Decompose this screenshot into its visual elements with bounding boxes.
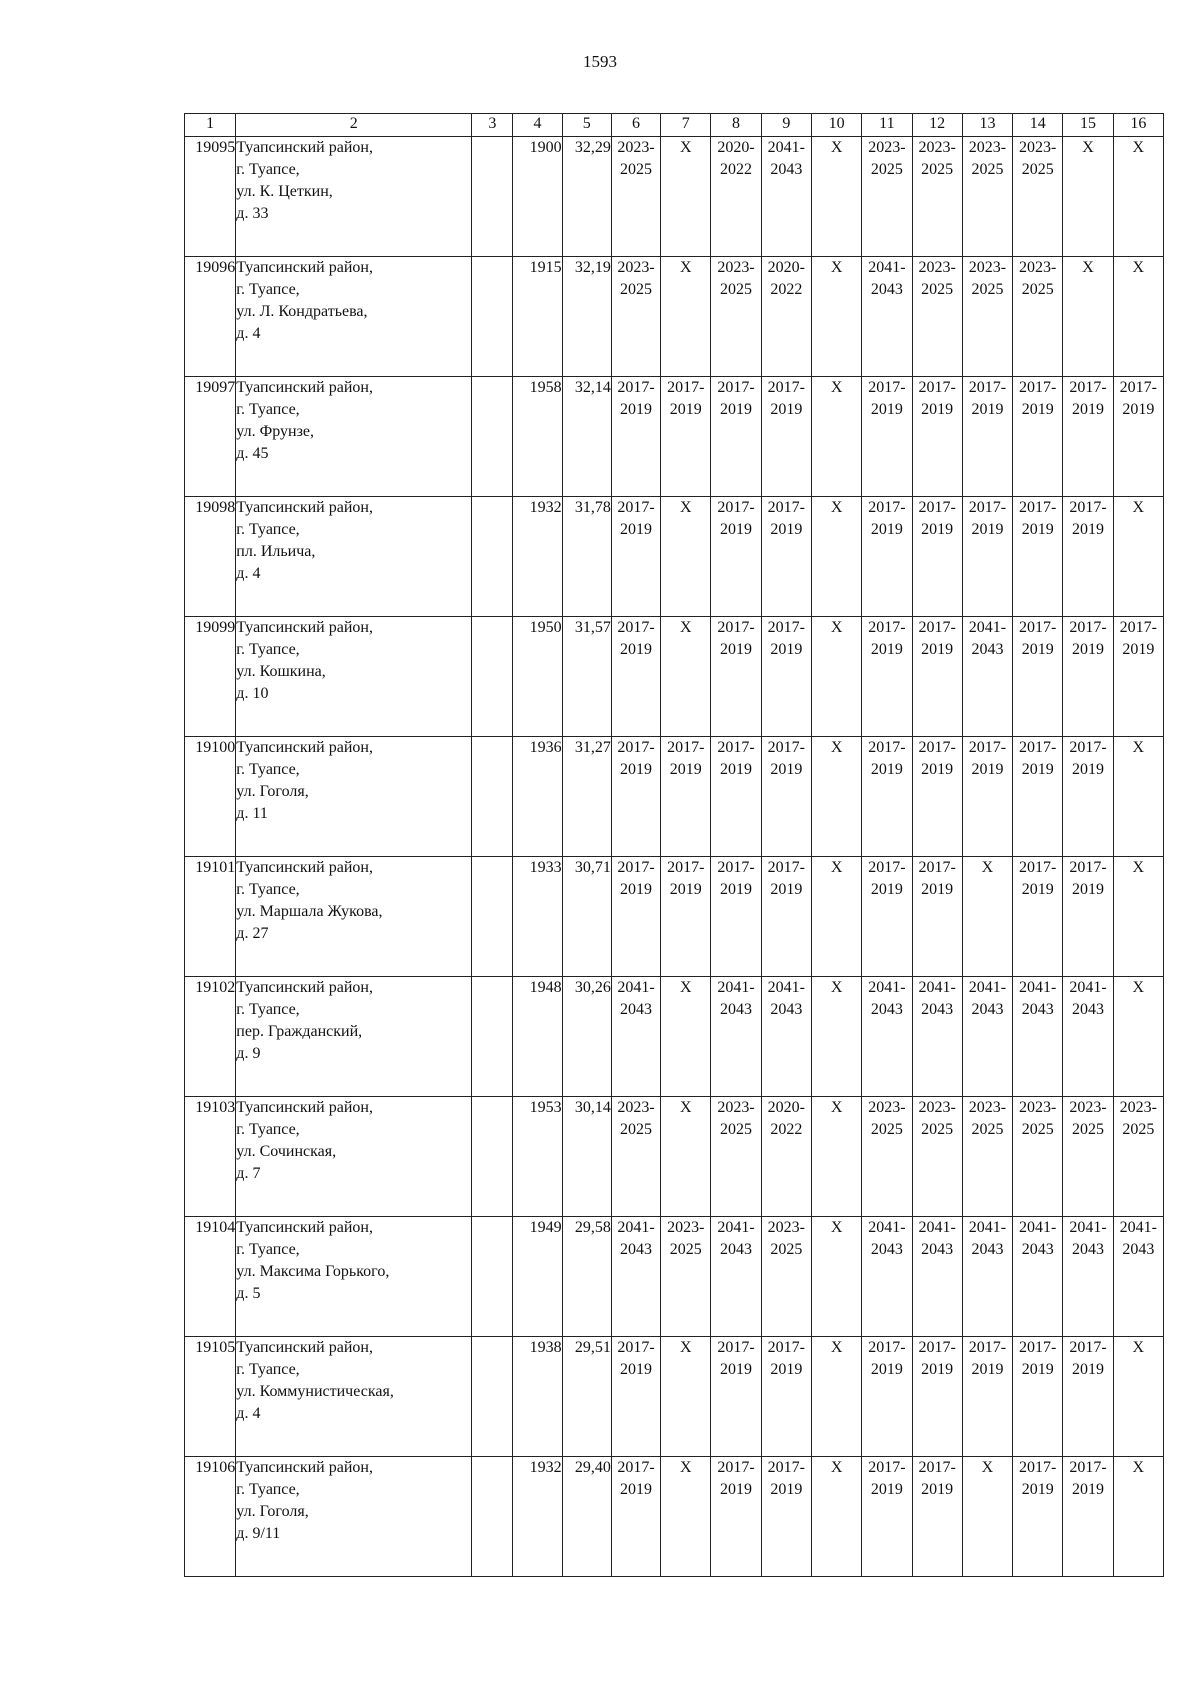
period-cell-col-6: 2017- 2019 — [611, 857, 660, 977]
table-row — [185, 137, 1164, 257]
period-cell-col-12: 2023- 2025 — [912, 257, 962, 377]
address-line: ул. Фрунзе, — [236, 423, 314, 440]
period-cell-col-15: 2041- 2043 — [1063, 1217, 1113, 1337]
value-cell: 31,78 — [562, 497, 611, 617]
record-number-cell: 19102 — [185, 977, 236, 1097]
value-cell: 30,71 — [562, 857, 611, 977]
period-cell-col-12: 2041- 2043 — [912, 977, 962, 1097]
period-cell-col-7: X — [661, 1337, 711, 1457]
address-line: д. 7 — [236, 1165, 261, 1182]
address-cell — [236, 497, 472, 617]
column-3-cell — [472, 1337, 513, 1457]
period-cell-col-15: 2017- 2019 — [1063, 617, 1113, 737]
address-cell — [236, 377, 472, 497]
period-cell-col-9: 2017- 2019 — [761, 617, 811, 737]
period-cell-col-13: 2023- 2025 — [962, 137, 1012, 257]
table-row — [185, 1457, 1164, 1577]
period-cell-col-14: 2023- 2025 — [1013, 1097, 1063, 1217]
table-row — [185, 1217, 1164, 1337]
address-cell — [236, 977, 472, 1097]
period-cell-col-9: 2020- 2022 — [761, 257, 811, 377]
period-cell-col-14: 2017- 2019 — [1013, 377, 1063, 497]
period-cell-col-8: 2017- 2019 — [711, 1337, 761, 1457]
column-header-12: 12 — [912, 114, 962, 137]
address-line: г. Туапсе, — [236, 881, 300, 898]
address-line: Туапсинский район, — [236, 619, 373, 636]
period-cell-col-11: 2017- 2019 — [862, 737, 912, 857]
period-cell-col-9: 2017- 2019 — [761, 857, 811, 977]
column-header-8: 8 — [711, 114, 761, 137]
address-line: пл. Ильича, — [236, 543, 316, 560]
period-cell-col-9: 2041- 2043 — [761, 137, 811, 257]
address-cell — [236, 737, 472, 857]
period-cell-col-13: 2041- 2043 — [962, 977, 1012, 1097]
value-cell: 30,14 — [562, 1097, 611, 1217]
period-cell-col-11: 2017- 2019 — [862, 857, 912, 977]
period-cell-col-11: 2017- 2019 — [862, 1457, 912, 1577]
column-3-cell — [472, 377, 513, 497]
address-line: г. Туапсе, — [236, 1001, 300, 1018]
value-cell: 29,40 — [562, 1457, 611, 1577]
period-cell-col-11: 2023- 2025 — [862, 1097, 912, 1217]
period-cell-col-8: 2020- 2022 — [711, 137, 761, 257]
address-cell — [236, 137, 472, 257]
period-cell-col-7: X — [661, 137, 711, 257]
table-row — [185, 497, 1164, 617]
column-header-6: 6 — [611, 114, 660, 137]
column-header-4: 4 — [513, 114, 562, 137]
address-line: д. 9 — [236, 1045, 261, 1062]
column-3-cell — [472, 137, 513, 257]
period-cell-col-9: 2020- 2022 — [761, 1097, 811, 1217]
record-number-cell: 19106 — [185, 1457, 236, 1577]
period-cell-col-11: 2017- 2019 — [862, 497, 912, 617]
year-cell: 1915 — [513, 257, 562, 377]
period-cell-col-13: 2023- 2025 — [962, 257, 1012, 377]
column-3-cell — [472, 617, 513, 737]
period-cell-col-16: X — [1113, 977, 1163, 1097]
value-cell: 31,27 — [562, 737, 611, 857]
period-cell-col-13: X — [962, 857, 1012, 977]
address-line: д. 5 — [236, 1285, 261, 1302]
address-line: д. 4 — [236, 565, 261, 582]
period-cell-col-12: 2023- 2025 — [912, 137, 962, 257]
period-cell-col-12: 2041- 2043 — [912, 1217, 962, 1337]
column-number-header-row — [185, 114, 1164, 137]
period-cell-col-15: 2017- 2019 — [1063, 737, 1113, 857]
period-cell-col-9: 2017- 2019 — [761, 737, 811, 857]
period-cell-col-11: 2023- 2025 — [862, 137, 912, 257]
period-cell-col-13: 2017- 2019 — [962, 1337, 1012, 1457]
address-line: д. 27 — [236, 925, 269, 942]
address-line: д. 45 — [236, 445, 269, 462]
column-3-cell — [472, 257, 513, 377]
period-cell-col-14: 2041- 2043 — [1013, 1217, 1063, 1337]
address-cell — [236, 1337, 472, 1457]
period-cell-col-6: 2023- 2025 — [611, 137, 660, 257]
period-cell-col-6: 2023- 2025 — [611, 1097, 660, 1217]
period-cell-col-10: X — [811, 377, 861, 497]
address-line: Туапсинский район, — [236, 259, 373, 276]
address-line: г. Туапсе, — [236, 281, 300, 298]
period-cell-col-10: X — [811, 257, 861, 377]
page-number: 1593 — [583, 52, 617, 71]
period-cell-col-6: 2017- 2019 — [611, 737, 660, 857]
period-cell-col-16: X — [1113, 1457, 1163, 1577]
period-cell-col-10: X — [811, 1337, 861, 1457]
column-3-cell — [472, 1097, 513, 1217]
period-cell-col-14: 2017- 2019 — [1013, 497, 1063, 617]
period-cell-col-16: X — [1113, 497, 1163, 617]
period-cell-col-11: 2017- 2019 — [862, 377, 912, 497]
address-line: ул. Маршала Жукова, — [236, 903, 383, 920]
period-cell-col-8: 2023- 2025 — [711, 257, 761, 377]
record-number-cell: 19095 — [185, 137, 236, 257]
period-cell-col-13: 2041- 2043 — [962, 1217, 1012, 1337]
address-line: ул. Максима Горького, — [236, 1263, 390, 1280]
address-line: д. 9/11 — [236, 1525, 281, 1542]
period-cell-col-8: 2017- 2019 — [711, 737, 761, 857]
table-row — [185, 617, 1164, 737]
period-cell-col-9: 2017- 2019 — [761, 1457, 811, 1577]
period-cell-col-10: X — [811, 977, 861, 1097]
period-cell-col-16: X — [1113, 1337, 1163, 1457]
period-cell-col-12: 2023- 2025 — [912, 1097, 962, 1217]
address-line: г. Туапсе, — [236, 1241, 300, 1258]
address-line: ул. Л. Кондратьева, — [236, 303, 368, 320]
address-line: г. Туапсе, — [236, 641, 300, 658]
table-row — [185, 257, 1164, 377]
period-cell-col-12: 2017- 2019 — [912, 857, 962, 977]
record-number-cell: 19096 — [185, 257, 236, 377]
address-cell — [236, 1457, 472, 1577]
address-line: д. 11 — [236, 805, 268, 822]
address-line: Туапсинский район, — [236, 1459, 373, 1476]
column-header-7: 7 — [661, 114, 711, 137]
year-cell: 1900 — [513, 137, 562, 257]
record-number-cell: 19103 — [185, 1097, 236, 1217]
period-cell-col-7: X — [661, 257, 711, 377]
address-line: Туапсинский район, — [236, 859, 373, 876]
period-cell-col-7: X — [661, 497, 711, 617]
period-cell-col-8: 2017- 2019 — [711, 857, 761, 977]
address-line: г. Туапсе, — [236, 401, 300, 418]
address-cell — [236, 257, 472, 377]
column-header-10: 10 — [811, 114, 861, 137]
period-cell-col-8: 2017- 2019 — [711, 377, 761, 497]
column-header-1: 1 — [185, 114, 236, 137]
period-cell-col-6: 2041- 2043 — [611, 1217, 660, 1337]
period-cell-col-15: 2017- 2019 — [1063, 857, 1113, 977]
address-line: г. Туапсе, — [236, 1121, 300, 1138]
period-cell-col-16: 2023- 2025 — [1113, 1097, 1163, 1217]
column-header-5: 5 — [562, 114, 611, 137]
table-row — [185, 1337, 1164, 1457]
year-cell: 1936 — [513, 737, 562, 857]
value-cell: 29,51 — [562, 1337, 611, 1457]
period-cell-col-14: 2017- 2019 — [1013, 1337, 1063, 1457]
column-3-cell — [472, 857, 513, 977]
period-cell-col-14: 2017- 2019 — [1013, 857, 1063, 977]
value-cell: 29,58 — [562, 1217, 611, 1337]
period-cell-col-7: X — [661, 977, 711, 1097]
address-line: г. Туапсе, — [236, 521, 300, 538]
period-cell-col-16: X — [1113, 737, 1163, 857]
period-cell-col-16: X — [1113, 137, 1163, 257]
period-cell-col-15: 2017- 2019 — [1063, 1337, 1113, 1457]
column-3-cell — [472, 737, 513, 857]
record-number-cell: 19101 — [185, 857, 236, 977]
period-cell-col-13: 2017- 2019 — [962, 497, 1012, 617]
period-cell-col-8: 2041- 2043 — [711, 977, 761, 1097]
period-cell-col-15: X — [1063, 137, 1113, 257]
column-header-14: 14 — [1013, 114, 1063, 137]
period-cell-col-9: 2041- 2043 — [761, 977, 811, 1097]
period-cell-col-14: 2017- 2019 — [1013, 737, 1063, 857]
value-cell: 31,57 — [562, 617, 611, 737]
column-3-cell — [472, 1457, 513, 1577]
period-cell-col-6: 2017- 2019 — [611, 1457, 660, 1577]
period-cell-col-9: 2017- 2019 — [761, 1337, 811, 1457]
period-cell-col-7: 2017- 2019 — [661, 857, 711, 977]
year-cell: 1932 — [513, 497, 562, 617]
period-cell-col-8: 2017- 2019 — [711, 617, 761, 737]
year-cell: 1949 — [513, 1217, 562, 1337]
value-cell: 30,26 — [562, 977, 611, 1097]
period-cell-col-10: X — [811, 497, 861, 617]
address-line: Туапсинский район, — [236, 979, 373, 996]
period-cell-col-11: 2017- 2019 — [862, 617, 912, 737]
address-line: ул. Кошкина, — [236, 663, 326, 680]
address-line: д. 10 — [236, 685, 269, 702]
address-cell — [236, 1217, 472, 1337]
table-row — [185, 1097, 1164, 1217]
year-cell: 1948 — [513, 977, 562, 1097]
period-cell-col-16: 2041- 2043 — [1113, 1217, 1163, 1337]
address-line: ул. Гоголя, — [236, 1503, 309, 1520]
period-cell-col-14: 2017- 2019 — [1013, 1457, 1063, 1577]
value-cell: 32,14 — [562, 377, 611, 497]
period-cell-col-10: X — [811, 857, 861, 977]
period-cell-col-6: 2041- 2043 — [611, 977, 660, 1097]
value-cell: 32,29 — [562, 137, 611, 257]
value-cell: 32,19 — [562, 257, 611, 377]
column-3-cell — [472, 977, 513, 1097]
year-cell: 1958 — [513, 377, 562, 497]
record-number-cell: 19100 — [185, 737, 236, 857]
column-header-16: 16 — [1113, 114, 1163, 137]
period-cell-col-6: 2017- 2019 — [611, 617, 660, 737]
year-cell: 1938 — [513, 1337, 562, 1457]
period-cell-col-10: X — [811, 617, 861, 737]
period-cell-col-11: 2041- 2043 — [862, 1217, 912, 1337]
period-cell-col-6: 2017- 2019 — [611, 377, 660, 497]
period-cell-col-7: 2017- 2019 — [661, 377, 711, 497]
address-line: Туапсинский район, — [236, 1099, 373, 1116]
period-cell-col-11: 2041- 2043 — [862, 257, 912, 377]
record-number-cell: 19098 — [185, 497, 236, 617]
period-cell-col-7: X — [661, 1457, 711, 1577]
table-row — [185, 377, 1164, 497]
address-line: д. 4 — [236, 325, 261, 342]
period-cell-col-9: 2023- 2025 — [761, 1217, 811, 1337]
record-number-cell: 19105 — [185, 1337, 236, 1457]
period-cell-col-11: 2017- 2019 — [862, 1337, 912, 1457]
address-line: Туапсинский район, — [236, 739, 373, 756]
record-number-cell: 19099 — [185, 617, 236, 737]
period-cell-col-15: 2017- 2019 — [1063, 377, 1113, 497]
address-line: ул. Коммунистическая, — [236, 1383, 394, 1400]
table-row — [185, 977, 1164, 1097]
address-line: г. Туапсе, — [236, 1481, 300, 1498]
column-header-3: 3 — [472, 114, 513, 137]
year-cell: 1953 — [513, 1097, 562, 1217]
column-header-11: 11 — [862, 114, 912, 137]
period-cell-col-10: X — [811, 1457, 861, 1577]
period-cell-col-9: 2017- 2019 — [761, 497, 811, 617]
year-cell: 1932 — [513, 1457, 562, 1577]
address-line: г. Туапсе, — [236, 161, 300, 178]
period-cell-col-8: 2041- 2043 — [711, 1217, 761, 1337]
address-cell — [236, 617, 472, 737]
address-cell — [236, 1097, 472, 1217]
address-line: ул. Сочинская, — [236, 1143, 337, 1160]
year-cell: 1950 — [513, 617, 562, 737]
address-line: ул. Гоголя, — [236, 783, 309, 800]
period-cell-col-13: 2017- 2019 — [962, 737, 1012, 857]
period-cell-col-16: X — [1113, 257, 1163, 377]
period-cell-col-12: 2017- 2019 — [912, 617, 962, 737]
period-cell-col-7: 2023- 2025 — [661, 1217, 711, 1337]
column-header-9: 9 — [761, 114, 811, 137]
address-line: ул. К. Цеткин, — [236, 183, 333, 200]
table-row — [185, 857, 1164, 977]
address-line: пер. Гражданский, — [236, 1023, 363, 1040]
period-cell-col-15: 2041- 2043 — [1063, 977, 1113, 1097]
period-cell-col-16: X — [1113, 857, 1163, 977]
address-line: Туапсинский район, — [236, 1219, 373, 1236]
column-header-13: 13 — [962, 114, 1012, 137]
address-line: Туапсинский район, — [236, 1339, 373, 1356]
period-cell-col-13: X — [962, 1457, 1012, 1577]
table-row — [185, 737, 1164, 857]
period-cell-col-15: 2023- 2025 — [1063, 1097, 1113, 1217]
period-cell-col-7: 2017- 2019 — [661, 737, 711, 857]
period-cell-col-12: 2017- 2019 — [912, 737, 962, 857]
period-cell-col-13: 2017- 2019 — [962, 377, 1012, 497]
housing-registry-table — [184, 113, 1164, 1577]
period-cell-col-10: X — [811, 1217, 861, 1337]
column-3-cell — [472, 1217, 513, 1337]
column-header-2: 2 — [236, 114, 472, 137]
period-cell-col-15: X — [1063, 257, 1113, 377]
address-line: Туапсинский район, — [236, 499, 373, 516]
period-cell-col-13: 2023- 2025 — [962, 1097, 1012, 1217]
record-number-cell: 19104 — [185, 1217, 236, 1337]
period-cell-col-6: 2017- 2019 — [611, 1337, 660, 1457]
address-line: Туапсинский район, — [236, 139, 373, 156]
period-cell-col-12: 2017- 2019 — [912, 497, 962, 617]
period-cell-col-14: 2023- 2025 — [1013, 257, 1063, 377]
address-line: Туапсинский район, — [236, 379, 373, 396]
period-cell-col-13: 2041- 2043 — [962, 617, 1012, 737]
period-cell-col-12: 2017- 2019 — [912, 1457, 962, 1577]
column-header-15: 15 — [1063, 114, 1113, 137]
period-cell-col-16: 2017- 2019 — [1113, 377, 1163, 497]
table-body — [185, 137, 1164, 1577]
period-cell-col-10: X — [811, 737, 861, 857]
period-cell-col-14: 2017- 2019 — [1013, 617, 1063, 737]
period-cell-col-8: 2017- 2019 — [711, 1457, 761, 1577]
column-3-cell — [472, 497, 513, 617]
period-cell-col-16: 2017- 2019 — [1113, 617, 1163, 737]
address-line: г. Туапсе, — [236, 761, 300, 778]
period-cell-col-14: 2023- 2025 — [1013, 137, 1063, 257]
period-cell-col-11: 2041- 2043 — [862, 977, 912, 1097]
period-cell-col-6: 2017- 2019 — [611, 497, 660, 617]
address-cell — [236, 857, 472, 977]
period-cell-col-12: 2017- 2019 — [912, 377, 962, 497]
period-cell-col-8: 2017- 2019 — [711, 497, 761, 617]
period-cell-col-6: 2023- 2025 — [611, 257, 660, 377]
period-cell-col-15: 2017- 2019 — [1063, 1457, 1113, 1577]
period-cell-col-14: 2041- 2043 — [1013, 977, 1063, 1097]
period-cell-col-10: X — [811, 1097, 861, 1217]
period-cell-col-8: 2023- 2025 — [711, 1097, 761, 1217]
period-cell-col-9: 2017- 2019 — [761, 377, 811, 497]
period-cell-col-7: X — [661, 1097, 711, 1217]
address-line: д. 4 — [236, 1405, 261, 1422]
address-line: г. Туапсе, — [236, 1361, 300, 1378]
address-line: д. 33 — [236, 205, 269, 222]
period-cell-col-10: X — [811, 137, 861, 257]
period-cell-col-12: 2017- 2019 — [912, 1337, 962, 1457]
record-number-cell: 19097 — [185, 377, 236, 497]
period-cell-col-7: X — [661, 617, 711, 737]
year-cell: 1933 — [513, 857, 562, 977]
period-cell-col-15: 2017- 2019 — [1063, 497, 1113, 617]
